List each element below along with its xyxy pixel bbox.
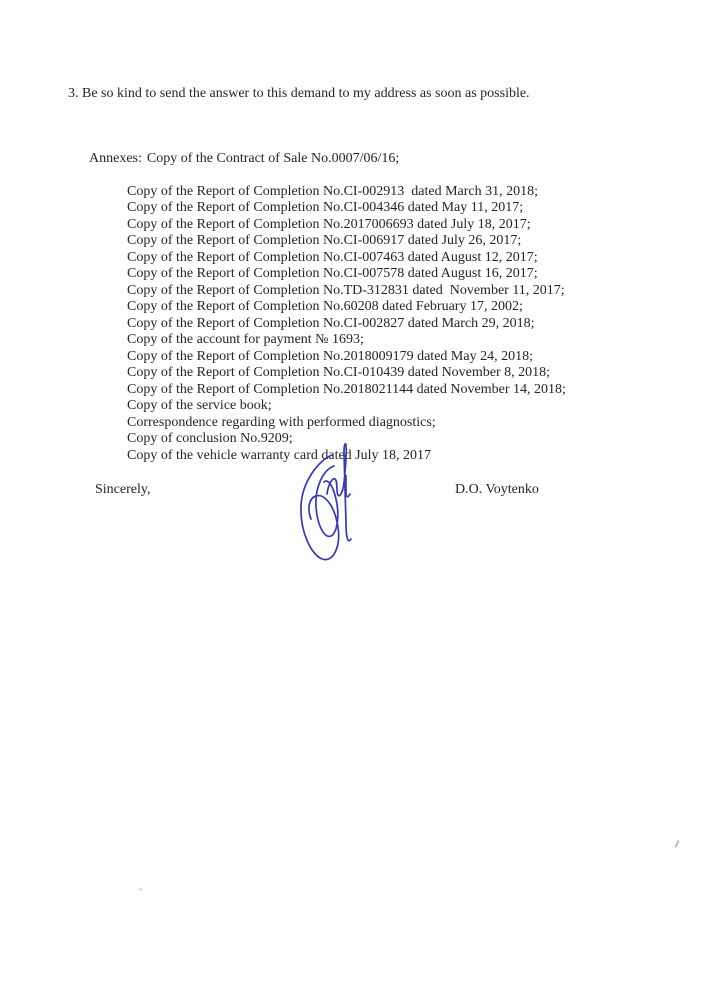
annexes-label: Annexes: [89,150,142,166]
signature-strokes [296,441,360,565]
annex-item: Copy of the Report of Completion No.2018009179 dated May 24, 2018; [127,348,533,364]
annex-item: Copy of the Report of Completion No.CI-007463 dated August 12, 2017; [127,249,538,265]
signer-name: D.O. Voytenko [455,482,539,497]
handwritten-signature [296,441,360,565]
closing-row [0,482,727,502]
annex-item: Copy of the Report of Completion No.CI-002913 dated March 31, 2018; [127,183,538,199]
annex-item: Copy of the account for payment № 1693; [127,332,364,347]
annexes-list [127,184,708,465]
intro-paragraph: 3. Be so kind to send the answer to this demand to my address as soon as possible. [68,86,530,101]
annex-item: Copy of the Report of Completion No.CI-010439 dated November 8, 2018; [127,365,551,380]
annexes-first-line [68,134,708,184]
annex-item: Correspondence regarding with performed diagnostics; [127,414,436,430]
annex-item: Copy of the Contract of Sale No.0007/06/16; [146,150,400,166]
scan-artifact [674,840,679,848]
annex-item: Copy of the Report of Completion No.CI-004346 dated May 11, 2017; [127,200,524,215]
annexes-section [68,134,708,464]
annex-item: Copy of the Report of Completion No.CI-006917 dated July 26, 2017; [127,233,522,248]
annex-item: Copy of the Report of Completion No.60208 dated February 17, 2002; [127,299,523,314]
salutation: Sincerely, [95,482,151,497]
annex-item: Copy of the Report of Completion No.CI-007578 dated August 16, 2017; [127,266,538,281]
annex-item: Copy of the vehicle warranty card dated July 18, 2017 [127,447,432,463]
annex-item: Copy of the Report of Completion No.2018021144 dated November 14, 2018; [127,381,566,397]
annex-item: Copy of the Report of Completion No.CI-002827 dated March 29, 2018; [127,315,535,331]
annex-item: Copy of the Report of Completion No.TD-312831 dated November 11, 2017; [127,282,565,298]
annex-item: Copy of the service book; [127,398,272,413]
scan-artifact [139,888,143,891]
annex-item: Copy of conclusion No.9209; [127,431,293,446]
annex-item: Copy of the Report of Completion No.2017006693 dated July 18, 2017; [127,216,531,232]
